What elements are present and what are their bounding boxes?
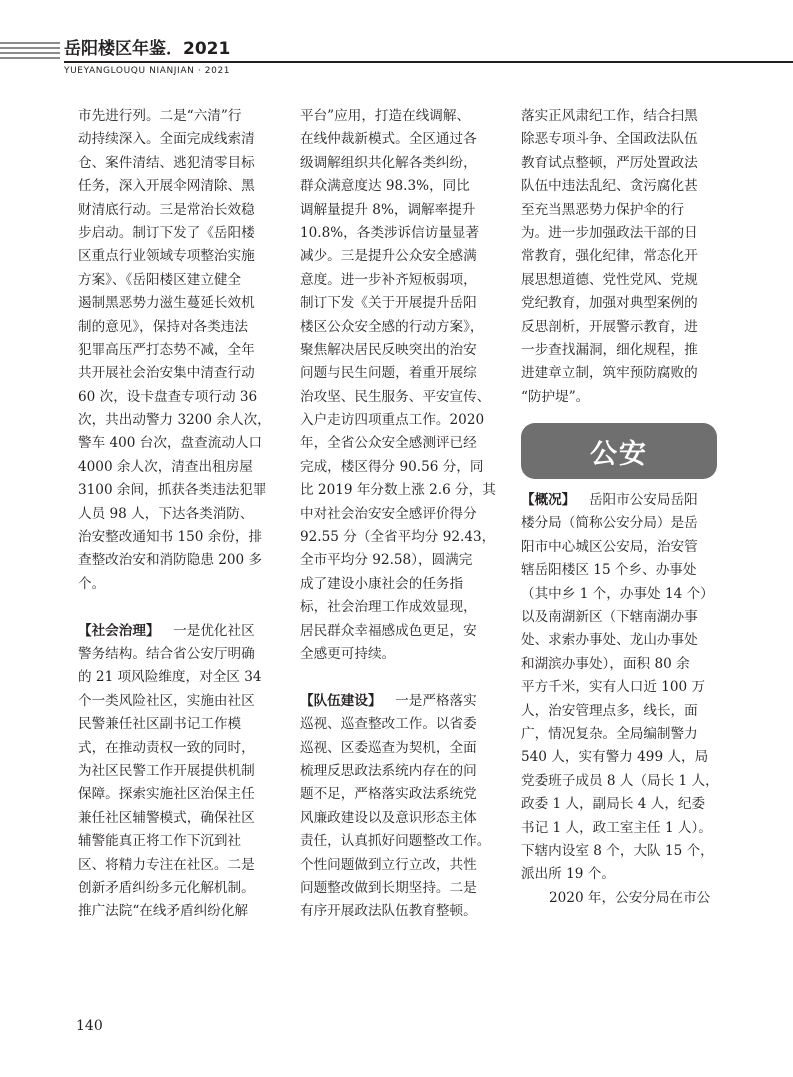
text-line: 任务，深入开展伞网清除、黑	[78, 178, 255, 195]
text-line: 政委 1 人，副局长 4 人，纪委	[521, 796, 706, 813]
text-line: 除恶专项斗争、全国政法队伍	[521, 131, 698, 148]
text-line: 遏制黑恶势力滋生蔓延长效机	[78, 295, 255, 312]
text-line: 党委班子成员 8 人（局长 1 人，	[521, 772, 719, 789]
heading-spacer	[575, 492, 589, 508]
text-line: 比 2019 年分数上涨 2.6 分，其	[300, 482, 496, 499]
text-line: 群众满意度达 98.3%，同比	[300, 178, 470, 195]
text-line: 成了建设小康社会的任务指	[300, 575, 464, 592]
text-line: 级调解组织共化解各类纠纷，	[300, 154, 477, 171]
text-line: 3100 余间，抓获各类违法犯罪	[78, 482, 267, 499]
section-first-text: 一是严格落实	[395, 692, 477, 709]
paragraph-start-line: 2020 年，公安分局在市公	[549, 889, 711, 906]
text-line: 一步查找漏洞，细化规程，推	[521, 341, 698, 358]
text-line: 60 次，设卡盘查专项行动 36	[78, 388, 258, 405]
text-line: 4000 余人次，清查出租房屋	[78, 458, 253, 475]
text-line: 财清底行动。三是常治长效稳	[78, 201, 255, 218]
text-line: 楼分局（简称公安分局）是岳	[521, 515, 698, 532]
text-line: 在线仲裁新模式。全区通过各	[300, 131, 477, 148]
text-line: 个一类风险社区，实施由社区	[78, 692, 255, 709]
text-line: 保障。探索实施社区治保主任	[78, 786, 255, 803]
text-line: 为。进一步加强政法干部的日	[521, 224, 698, 241]
text-line: 民警兼任社区副书记工作模	[78, 716, 242, 733]
text-line: 巡视、区委巡查为契机，全面	[300, 739, 477, 756]
text-line: 个。	[78, 575, 106, 592]
text-line: 意度。进一步补齐短板弱项，	[300, 271, 477, 288]
text-line: 辅警能真正将工作下沉到社	[78, 833, 242, 850]
heading-spacer	[382, 693, 396, 709]
text-line: 92.55 分（全省平均分 92.43，	[300, 529, 496, 546]
page-header	[0, 0, 793, 95]
text-line: 的 21 项风险维度，对全区 34	[78, 669, 262, 686]
text-line: 共开展社会治安集中清查行动	[78, 365, 255, 382]
text-line: 犯罪高压严打态势不减，全年	[78, 341, 255, 358]
text-line: 至充当黑恶势力保护伞的行	[521, 201, 685, 218]
text-line: 全感更可持续。	[300, 645, 396, 662]
page-number: 140	[76, 1018, 103, 1034]
text-column-2	[300, 105, 498, 924]
text-line: 治安整改通知书 150 余份，排	[78, 529, 263, 546]
paragraph-gap	[78, 596, 276, 619]
text-line: 人员 98 人，下达各类消防、	[78, 505, 254, 522]
section-heading: 【社会治理】	[78, 622, 160, 639]
text-line: 警务结构。结合省公安厅明确	[78, 645, 255, 662]
text-line: 队伍中违法乱纪、贪污腐化甚	[521, 178, 698, 195]
text-line: 阳市中心城区公安局，治安管	[521, 538, 698, 555]
paragraph-gap	[300, 666, 498, 689]
text-line: 年，全省公众安全感测评已经	[300, 435, 477, 452]
text-line: 梳理反思政法系统内存在的问	[300, 762, 477, 779]
text-line: 问题与民生问题，着重开展综	[300, 365, 477, 382]
text-line: 问题整改做到长期坚持。二是	[300, 879, 477, 896]
text-line: 进建章立制，筑牢预防腐败的	[521, 365, 698, 382]
text-line: 居民群众幸福感成色更足，安	[300, 622, 477, 639]
text-line: 常教育，强化纪律，常态化开	[521, 248, 698, 265]
text-line: 调解量提升 8%，调解率提升	[300, 201, 476, 218]
text-line: 创新矛盾纠纷多元化解机制。	[78, 879, 255, 896]
text-line: 教育试点整顿，严厉处置政法	[521, 154, 698, 171]
text-line: 步启动。制订下发了《岳阳楼	[78, 224, 255, 241]
text-column-3	[521, 105, 719, 910]
text-line: 警车 400 台次，盘查流动人口	[78, 435, 263, 452]
text-line: 区重点行业领域专项整治实施	[78, 248, 255, 265]
text-line: 责任，认真抓好问题整改工作。	[300, 833, 491, 850]
text-line: 为社区民警工作开展提供机制	[78, 762, 255, 779]
text-line: 推广法院“在线矛盾纠纷化解	[78, 903, 249, 920]
text-line: 540 人，实有警力 499 人，局	[521, 749, 709, 766]
text-line: 市先进行列。二是“六清”行	[78, 108, 242, 124]
text-line: 展思想道德、党性党风、党规	[521, 271, 698, 288]
heading-spacer	[160, 623, 174, 639]
text-line: 辖岳阳楼区 15 个乡、办事处	[521, 562, 697, 579]
text-line: 巡视、巡查整改工作。以省委	[300, 716, 477, 733]
text-line: 和湖滨办事处），面积 80 余	[521, 655, 690, 672]
text-line: 下辖内设室 8 个，大队 15 个，	[521, 842, 714, 859]
text-line: 全市平均分 92.58），圆满完	[300, 552, 473, 569]
text-line: 有序开展政法队伍教育整顿。	[300, 903, 477, 920]
section-first-text: 一是优化社区	[173, 622, 255, 639]
text-line: 治攻坚、民生服务、平安宣传、	[300, 388, 491, 405]
text-line: 中对社会治安安全感评价得分	[300, 505, 477, 522]
section-first-line	[78, 620, 276, 643]
yearbook-title: 岳阳楼区年鉴．2021	[64, 39, 231, 59]
text-column-1	[78, 105, 276, 924]
text-line: 处、求索办事处、龙山办事处	[521, 632, 698, 649]
text-line: 广，情况复杂。全局编制警力	[521, 725, 698, 742]
text-line: 制的意见》，保持对各类违法	[78, 318, 248, 335]
section-first-line	[300, 690, 498, 713]
yearbook-subtitle: YUEYANGLOUQU NIANJIAN · 2021	[64, 66, 231, 76]
header-rule	[64, 61, 793, 63]
text-line: 聚焦解决居民反映突出的治安	[300, 341, 477, 358]
text-line: 反思剖析，开展警示教育，进	[521, 318, 698, 335]
section-heading: 【概况】	[521, 492, 576, 509]
text-line: 落实正风肃纪工作，结合扫黑	[521, 108, 698, 124]
section-first-text: 岳阳市公安局岳阳	[588, 492, 698, 509]
text-line: “防护堤”。	[521, 388, 590, 405]
text-line: 风廉政建设以及意识形态主体	[300, 809, 477, 826]
text-line: 书记 1 人，政工室主任 1 人）。	[521, 819, 712, 836]
section-badge: 公安	[521, 423, 717, 479]
text-line: 仓、案件清结、逃犯清零目标	[78, 154, 255, 171]
text-line: 入户走访四项重点工作。2020	[300, 412, 485, 429]
text-line: （其中乡 1 个，办事处 14 个）	[521, 585, 714, 602]
text-line: 方案》、《岳阳楼区建立健全	[78, 271, 242, 288]
text-line: 楼区公众安全感的行动方案》，	[300, 318, 484, 335]
text-line: 动持续深入。全面完成线索清	[78, 131, 255, 148]
section-first-line	[521, 489, 719, 512]
text-line: 次，共出动警力 3200 余人次，	[78, 412, 271, 429]
text-line: 查整改治安和消防隐患 200 多	[78, 552, 263, 569]
text-line: 10.8%，各类涉诉信访量显著	[300, 224, 480, 241]
section-heading: 【队伍建设】	[300, 692, 382, 709]
text-line: 平方千米，实有人口近 100 万	[521, 679, 706, 696]
text-line: 完成，楼区得分 90.56 分，同	[300, 458, 484, 475]
text-line: 减少。三是提升公众安全感满	[300, 248, 477, 265]
text-line: 以及南湖新区（下辖南湖办事	[521, 609, 698, 626]
text-line: 标，社会治理工作成效显现，	[300, 599, 477, 616]
text-line: 平台”应用，打造在线调解、	[300, 108, 471, 124]
text-line: 人，治安管理点多，线长，面	[521, 702, 698, 719]
header-stripes	[0, 42, 60, 62]
text-line: 个性问题做到立行立改，共性	[300, 856, 477, 873]
text-line: 兼任社区辅警模式，确保社区	[78, 809, 255, 826]
text-line: 制订下发《关于开展提升岳阳	[300, 295, 477, 312]
text-line: 区、将精力专注在社区。二是	[78, 856, 255, 873]
text-line: 党纪教育，加强对典型案例的	[521, 295, 698, 312]
text-line: 派出所 19 个。	[521, 866, 615, 883]
text-line: 题不足，严格落实政法系统党	[300, 786, 477, 803]
text-line: 式，在推动责权一致的同时，	[78, 739, 255, 756]
